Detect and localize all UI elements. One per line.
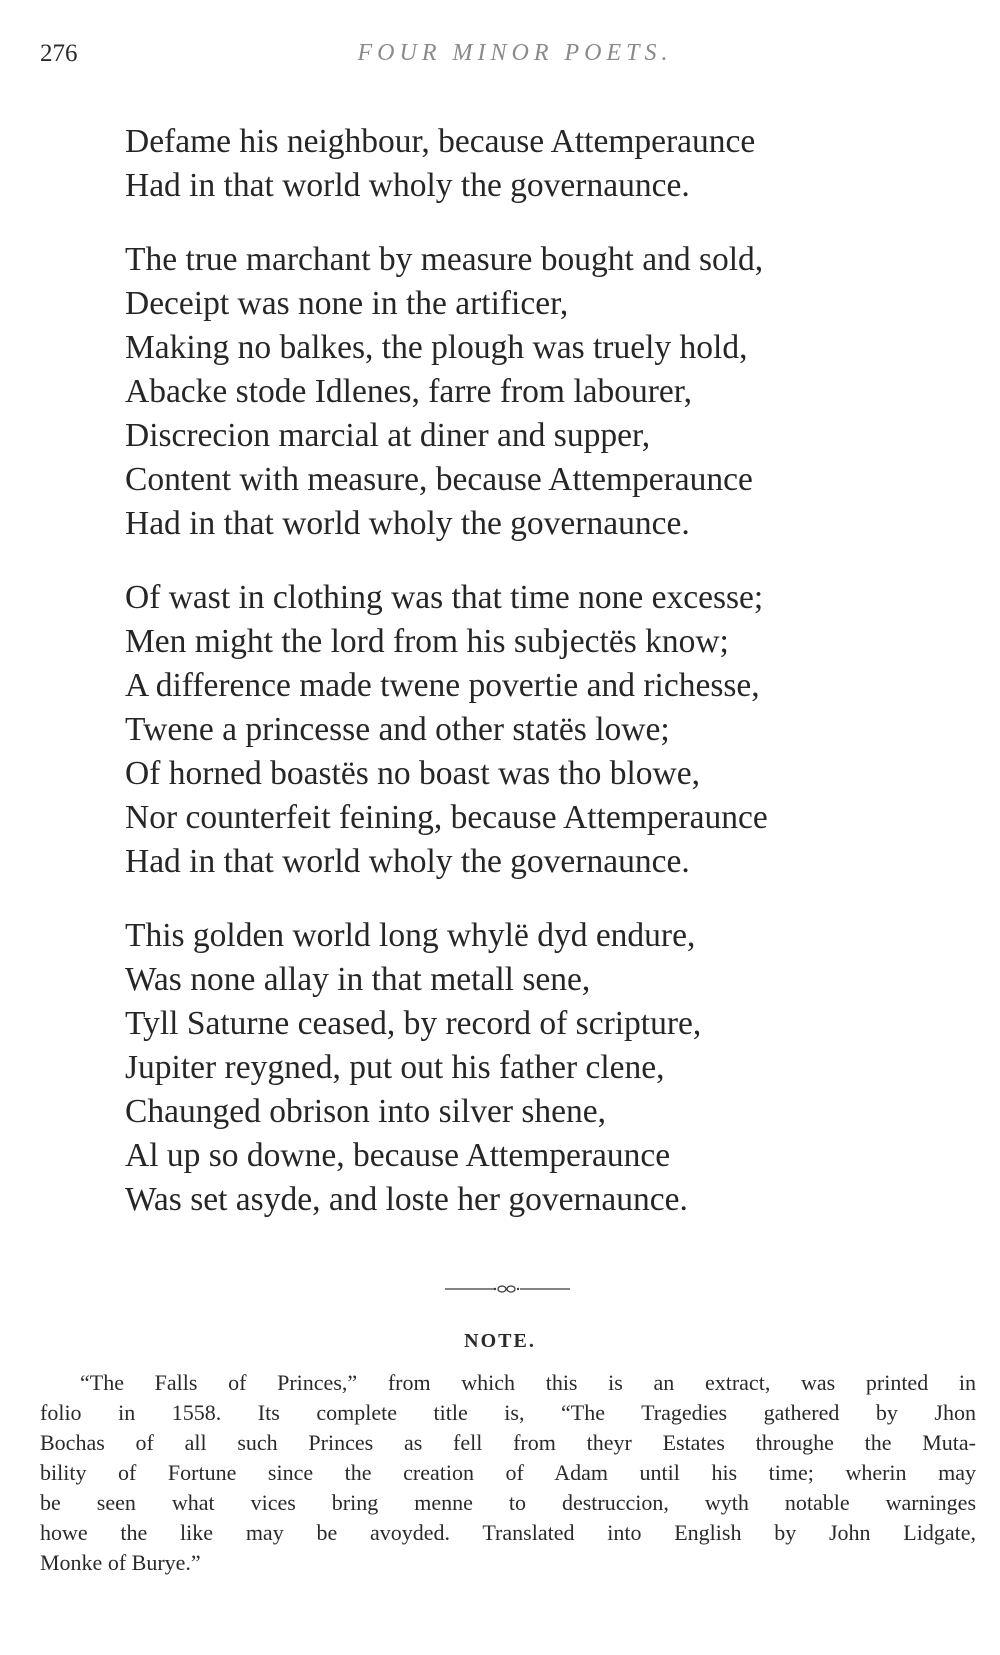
note-line: folio in 1558. Its complete title is, “The Tragedies gathered by Jhon [40, 1400, 976, 1425]
note-body [40, 1368, 976, 1578]
poem-line: Had in that world wholy the governaunce. [125, 843, 690, 880]
stanza [125, 914, 945, 1222]
poem-line: Of wast in clothing was that time none excesse; [125, 579, 764, 616]
poem-line: Tyll Saturne ceased, by record of scripture, [125, 1005, 702, 1042]
stanza [125, 120, 945, 208]
poem-line: Deceipt was none in the artificer, [125, 285, 569, 322]
poem-line: Of horned boastës no boast was tho blowe, [125, 755, 700, 792]
poem-line: Making no balkes, the plough was truely hold, [125, 329, 748, 366]
note-line: “The Falls of Princes,” from which this is an extract, was printed in [80, 1370, 976, 1395]
poem-line: Abacke stode Idlenes, farre from labourer, [125, 373, 692, 410]
note-line: bility of Fortune since the creation of Adam until his time; wherin may [40, 1460, 976, 1485]
note-line: be seen what vices bring menne to destruccion, wyth notable warninges [40, 1490, 976, 1515]
poem-line: A difference made twene povertie and richesse, [125, 667, 760, 704]
poem-line: The true marchant by measure bought and sold, [125, 241, 764, 278]
page-number: 276 [40, 40, 78, 67]
poem-line: Men might the lord from his subjectës know; [125, 623, 729, 660]
poem-line: Al up so downe, because Attemperaunce [125, 1137, 671, 1174]
poem-line: Twene a princesse and other statës lowe; [125, 711, 670, 748]
note-line: howe the like may be avoyded. Translated into English by John Lidgate, [40, 1520, 976, 1545]
ornament-divider [445, 1283, 570, 1295]
poem-line: Chaunged obrison into silver shene, [125, 1093, 607, 1130]
note-heading: NOTE. [464, 1330, 536, 1352]
stanza [125, 238, 945, 546]
note-line: Bochas of all such Princes as fell from theyr Estates throughe the Muta- [40, 1430, 976, 1455]
poem-line: Defame his neighbour, because Attemperaunce [125, 123, 756, 160]
poem-line: Nor counterfeit feining, because Attemperaunce [125, 799, 768, 836]
poem-line: Was set asyde, and loste her governaunce. [125, 1181, 688, 1218]
poem [125, 120, 945, 1252]
stanza [125, 576, 945, 884]
poem-line: Was none allay in that metall sene, [125, 961, 591, 998]
running-title: FOUR MINOR POETS. [357, 40, 673, 66]
poem-line: Had in that world wholy the governaunce. [125, 167, 690, 204]
poem-line: Discrecion marcial at diner and supper, [125, 417, 651, 454]
poem-line: Content with measure, because Attemperaunce [125, 461, 753, 498]
poem-line: Jupiter reygned, put out his father clene, [125, 1049, 665, 1086]
poem-line: This golden world long whylë dyd endure, [125, 917, 696, 954]
poem-line: Had in that world wholy the governaunce. [125, 505, 690, 542]
note-line: Monke of Burye.” [40, 1550, 201, 1575]
page-header [40, 40, 960, 80]
